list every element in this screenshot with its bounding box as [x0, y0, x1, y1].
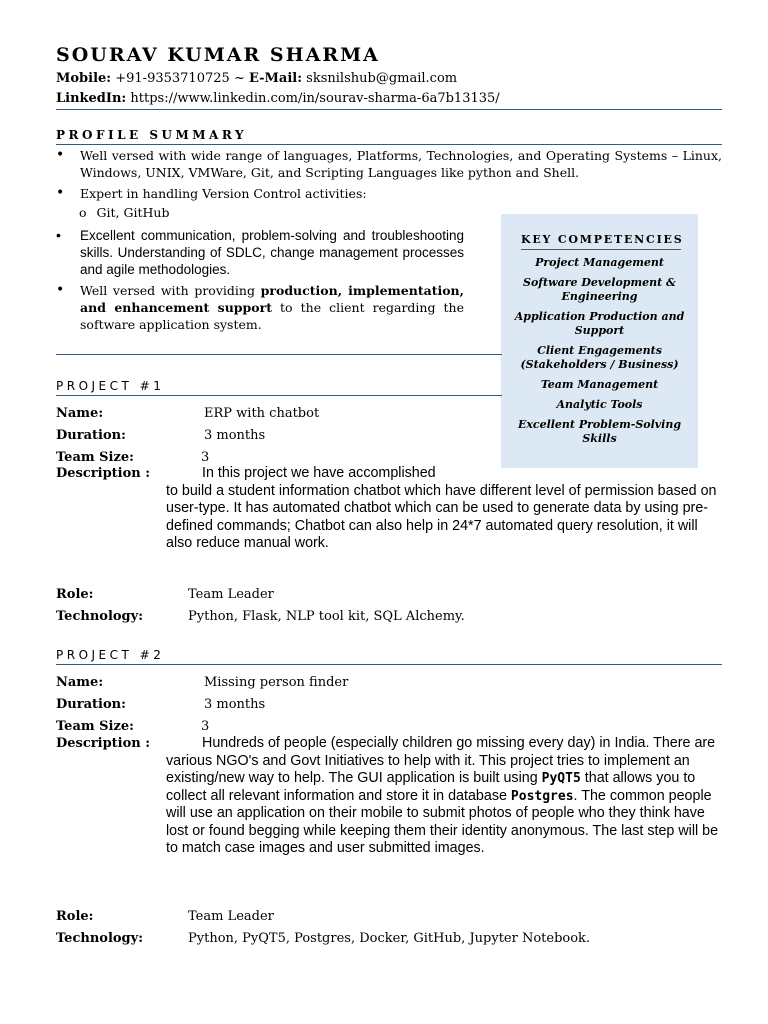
- contact-line: [56, 71, 457, 86]
- key-competencies-box: [501, 214, 698, 468]
- competency-item: Project Management: [535, 256, 664, 269]
- profile-subitem: o Git, GitHub: [79, 205, 169, 220]
- project2-teamsize: 3: [201, 719, 210, 734]
- key-competencies-heading: KEY COMPETENCIES: [521, 233, 684, 246]
- project1-divider: [56, 395, 502, 396]
- competency-item: Team Management: [540, 378, 659, 391]
- project2-technology-label: Technology:: [56, 931, 143, 946]
- project1-duration: 3 months: [204, 428, 266, 443]
- project2-name: Missing person finder: [204, 675, 349, 690]
- competency-item: Application Production and Support: [514, 310, 685, 337]
- project2-description-label: Description :: [56, 736, 151, 751]
- header-divider: [56, 109, 722, 110]
- profile-list-top: [56, 147, 722, 202]
- competency-item: Analytic Tools: [556, 398, 643, 411]
- project1-teamsize: 3: [201, 450, 210, 465]
- profile-bullet-1: • Well versed with wide range of languages, Platforms, Technologies, and Operating Systems – Linux, Windows, UNIX, VMWare, Git, and Scripting Languages like python and Shell.: [56, 147, 722, 181]
- email-address[interactable]: sksnilshub@gmail.com: [306, 71, 458, 86]
- competency-item: Software Development & Engineering: [523, 276, 676, 303]
- project2-duration: 3 months: [204, 697, 266, 712]
- project2-role: Team Leader: [188, 909, 274, 924]
- project1-technology-label: Technology:: [56, 609, 143, 624]
- profile-bullet-2: • Expert in handling Version Control activities:: [56, 185, 722, 202]
- mobile-label: Mobile:: [56, 71, 112, 86]
- project1-heading: PROJECT #1: [56, 379, 165, 393]
- project1-role-label: Role:: [56, 587, 94, 602]
- profile-bullet-3: • Excellent communication, problem-solving and troubleshooting skills. Understanding of SDLC, change management processes and agile methodologies.: [56, 227, 464, 278]
- profile-divider: [56, 144, 722, 145]
- profile-summary-heading: PROFILE SUMMARY: [56, 128, 248, 142]
- candidate-name: SOURAV KUMAR SHARMA: [56, 44, 380, 66]
- project1-teamsize-label: Team Size:: [56, 450, 134, 465]
- mobile-number: +91-9353710725: [115, 71, 230, 86]
- linkedin-line: [56, 91, 500, 106]
- linkedin-url[interactable]: https://www.linkedin.com/in/sourav-sharma-6a7b13135/: [130, 91, 500, 106]
- key-competencies-divider: [521, 249, 681, 250]
- project1-name-label: Name:: [56, 406, 104, 421]
- competency-item: Client Engagements (Stakeholders / Business): [520, 344, 679, 371]
- key-competencies-list: [511, 256, 688, 452]
- project2-divider: [56, 664, 722, 665]
- project2-role-label: Role:: [56, 909, 94, 924]
- project2-teamsize-label: Team Size:: [56, 719, 134, 734]
- email-label: E-Mail:: [248, 71, 303, 86]
- project2-duration-label: Duration:: [56, 697, 126, 712]
- project2-technology: Python, PyQT5, Postgres, Docker, GitHub, Jupyter Notebook.: [188, 931, 591, 946]
- project1-description: In this project we have accomplished to build a student information chatbot which have different level of permission based on user-type. It has automated chatbot which can be used to generate data by using pre-defined commands; Chatbot can also help in 24*7 automated query resolution, it will also reduce manual work.: [166, 465, 717, 551]
- project2-heading: PROJECT #2: [56, 648, 165, 662]
- pyqt5-term: PyQT5: [541, 771, 581, 786]
- project2-name-label: Name:: [56, 675, 104, 690]
- separator: ~: [233, 71, 245, 86]
- project1-duration-label: Duration:: [56, 428, 126, 443]
- linkedin-label: LinkedIn:: [56, 91, 127, 106]
- postgres-term: Postgres: [510, 788, 574, 804]
- project1-technology: Python, Flask, NLP tool kit, SQL Alchemy.: [188, 609, 465, 624]
- competency-item: Excellent Problem-Solving Skills: [517, 418, 682, 445]
- project1-role: Team Leader: [188, 587, 274, 602]
- project1-name: ERP with chatbot: [204, 406, 320, 421]
- project1-top-divider: [56, 354, 502, 355]
- project1-description-label: Description :: [56, 466, 151, 481]
- profile-bullet-4: • Well versed with providing production, implementation, and enhancement support to the client regarding the software application system.: [56, 282, 464, 333]
- project2-description: Hundreds of people (especially children go missing every day) in India. There are various NGO's and Govt Initiatives to help with it. This project tries to implement an existing/new way to help. The GUI application is built using PyQT5 that allows you to collect all relevant information and store it in database Postgres. The common people will use an application on their mobile to submit photos of people who they think have lost or found begging while keeping them their identity anonymous. The last step will be to match case images and user submitted images.: [166, 735, 719, 856]
- profile-list-bottom: [56, 227, 464, 333]
